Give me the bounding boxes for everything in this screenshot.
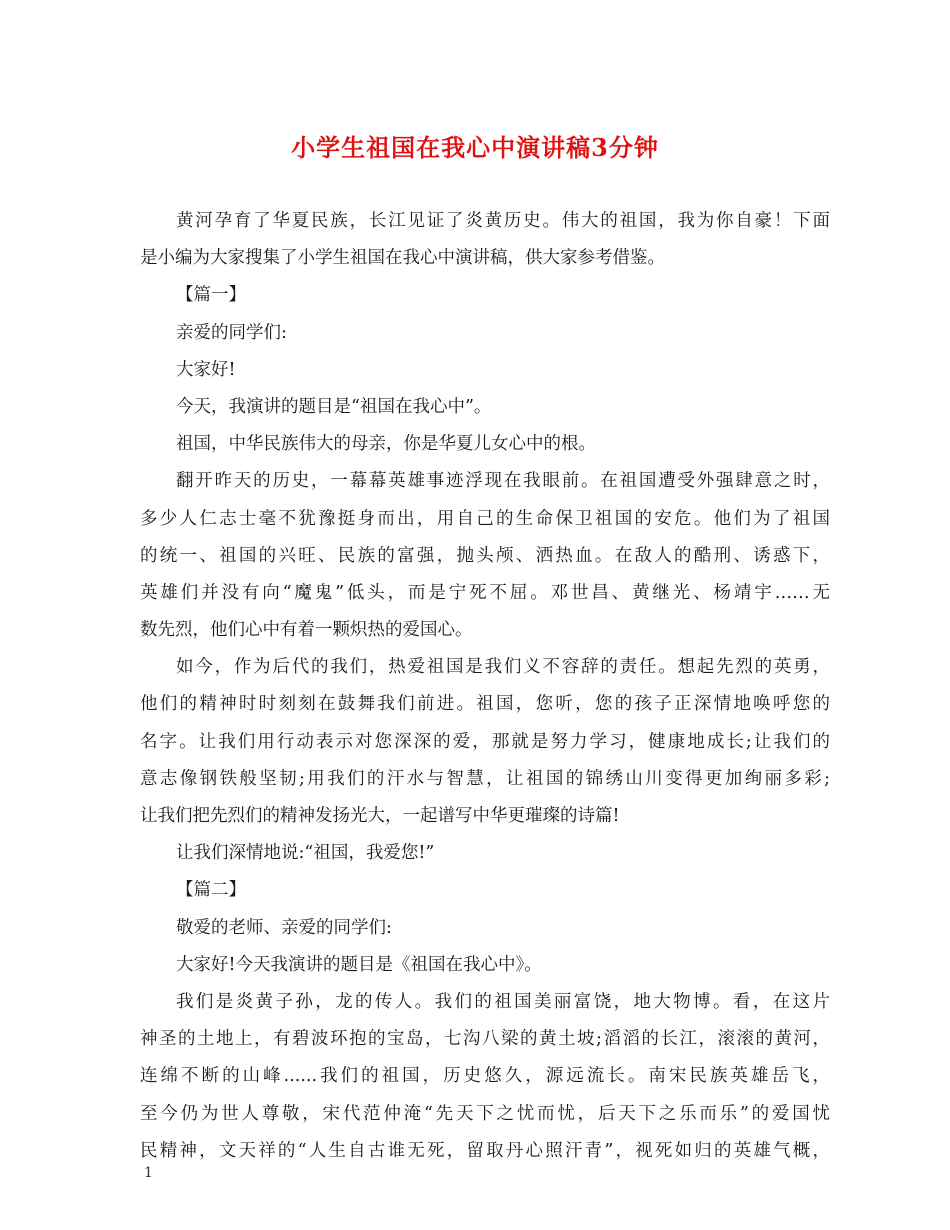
- text-line: 让我们把先烈们的精神发扬光大，一起谱写中华更璀璨的诗篇!: [140, 806, 620, 826]
- text-line: 英雄们并没有向“魔鬼”低头，而是宁死不屈。邓世昌、黄继光、杨靖宇……无: [140, 582, 830, 603]
- text-line: 名字。让我们用行动表示对您深深的爱，那就是努力学习，健康地成长;让我们的: [140, 731, 830, 752]
- text-line: 【篇二】: [176, 880, 246, 901]
- text-line: 连绵不断的山峰......我们的祖国，历史悠久，源远流长。南宋民族英雄岳飞，: [140, 1066, 830, 1087]
- text-line: 多少人仁志士毫不犹豫挺身而出，用自己的生命保卫祖国的安危。他们为了祖国: [140, 508, 830, 529]
- text-line: 他们的精神时时刻刻在鼓舞我们前进。祖国，您听，您的孩子正深情地唤呼您的: [140, 694, 830, 715]
- text-line: 亲爱的同学们:: [176, 322, 287, 343]
- text-line: 如今，作为后代的我们，热爱祖国是我们义不容辞的责任。想起先烈的英勇，: [176, 657, 830, 678]
- text-line: 黄河孕育了华夏民族，长江见证了炎黄历史。伟大的祖国，我为你自豪！下面: [176, 211, 830, 231]
- document-body: [140, 203, 830, 1170]
- text-line: 翻开昨天的历史，一幕幕英雄事迹浮现在我眼前。在祖国遭受外强肆意之时，: [176, 471, 830, 492]
- text-line: 让我们深情地说:“祖国，我爱您!”: [176, 843, 435, 864]
- text-line: 敬爱的老师、亲爱的同学们:: [176, 917, 392, 938]
- text-line: 数先烈，他们心中有着一颗炽热的爱国心。: [140, 620, 473, 641]
- text-line: 意志像钢铁般坚韧;用我们的汗水与智慧，让祖国的锦绣山川变得更加绚丽多彩;: [140, 768, 830, 789]
- text-line: 的统一、祖国的兴旺、民族的富强，抛头颅、洒热血。在敌人的酷刑、诱惑下，: [140, 545, 830, 566]
- text-line: 【篇一】: [176, 285, 246, 306]
- text-line: 至今仍为世人尊敬，宋代范仲淹“先天下之忧而忧，后天下之乐而乐”的爱国忧: [140, 1103, 830, 1124]
- text-line: 民精神，文天祥的“人生自古谁无死，留取丹心照汗青”，视死如归的英雄气概，: [140, 1140, 830, 1161]
- document-title: 小学生祖国在我心中演讲稿3分钟: [291, 133, 659, 162]
- text-line: 祖国，中华民族伟大的母亲，你是华夏儿女心中的根。: [176, 434, 596, 455]
- page-number: 1: [144, 1165, 153, 1181]
- text-line: 是小编为大家搜集了小学生祖国在我心中演讲稿，供大家参考借鉴。: [140, 248, 665, 269]
- text-line: 大家好!今天我演讲的题目是《祖国在我心中》。: [176, 954, 542, 975]
- text-line: 今天，我演讲的题目是“祖国在我心中”。: [176, 396, 492, 417]
- text-line: 大家好!: [176, 359, 236, 380]
- text-line: 我们是炎黄子孙，龙的传人。我们的祖国美丽富饶，地大物博。看，在这片: [176, 991, 830, 1012]
- text-line: 神圣的土地上，有碧波环抱的宝岛，七沟八梁的黄土坡;滔滔的长江，滚滚的黄河，: [140, 1029, 830, 1050]
